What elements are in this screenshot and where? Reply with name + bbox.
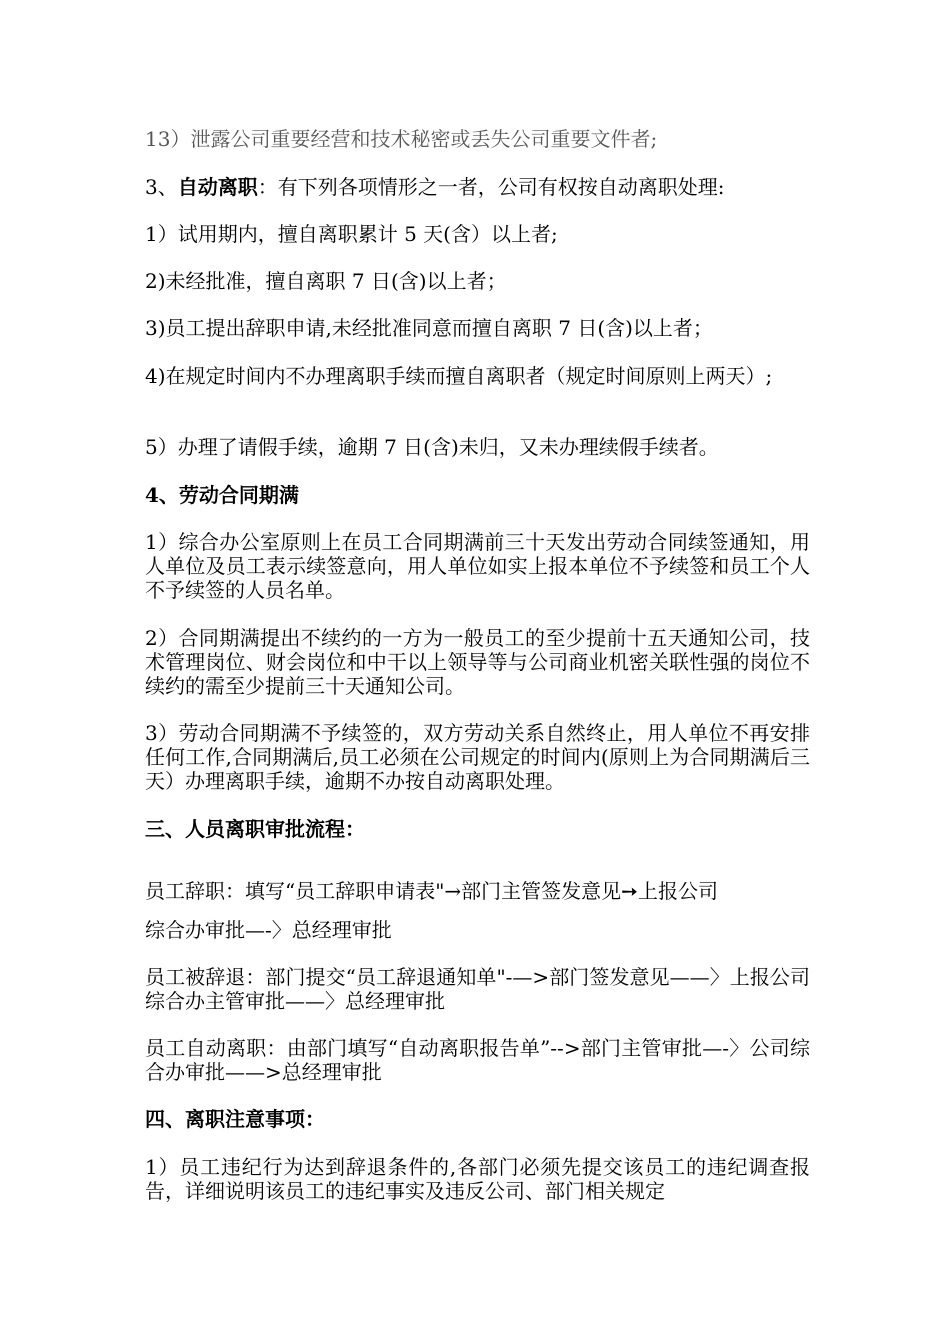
paragraph-auto-5: 5）办理了请假手续，逾期 7 日(含)未归，又未办理续假手续者。 bbox=[145, 435, 719, 459]
paragraph-dismiss-flow: 员工被辞退：部门提交“员工辞退通知单"-—>部门签发意见——〉上报公司综合办主管审批——〉总经理审批 bbox=[145, 965, 810, 1013]
paragraph-resign-flow-line1: 员工辞职：填写“员工辞职申请表"→部门主管签发意见➙上报公司 bbox=[145, 879, 718, 903]
paragraph-auto-resign-heading bbox=[145, 175, 810, 199]
paragraph-auto-resign-flow: 员工自动离职：由部门填写“自动离职报告单”-->部门主管审批—-〉公司综合办审批——>总经理审批 bbox=[145, 1036, 810, 1084]
paragraph-resign-flow-line2: 综合办审批—-〉总经理审批 bbox=[145, 918, 392, 942]
paragraph-contract-1: 1）综合办公室原则上在员工合同期满前三十天发出劳动合同续签通知，用人单位及员工表示续签意向，用人单位如实上报本单位不予续签和员工个人不予续签的人员名单。 bbox=[145, 530, 810, 602]
section-heading-notes: 四、离职注意事项： bbox=[145, 1107, 325, 1131]
paragraph-contract-3: 3）劳动合同期满不予续签的，双方劳动关系自然终止，用人单位不再安排任何工作,合同期满后,员工必须在公司规定的时间内(原则上为合同期满后三天）办理离职手续，逾期不办按自动离职处理。 bbox=[145, 721, 810, 793]
paragraph-auto-2: 2)未经批准，擅自离职 7 日(含)以上者； bbox=[145, 269, 507, 293]
paragraph-auto-4: 4)在规定时间内不办理离职手续而擅自离职者（规定时间原则上两天）; bbox=[145, 364, 773, 388]
section-heading-approval-process: 三、人员离职审批流程： bbox=[145, 817, 365, 841]
paragraph-item-13: 13）泄露公司重要经营和技术秘密或丢失公司重要文件者; bbox=[145, 127, 658, 151]
paragraph-auto-3: 3)员工提出辞职申请,未经批准同意而擅自离职 7 日(含)以上者； bbox=[145, 316, 713, 340]
auto-resign-number: 3、 bbox=[145, 175, 178, 199]
paragraph-auto-1: 1）试用期内，擅自离职累计 5 天(含）以上者; bbox=[145, 222, 558, 246]
paragraph-notes-1: 1）员工违纪行为达到辞退条件的,各部门必须先提交该员工的违纪调查报告，详细说明该员工的违纪事实及违反公司、部门相关规定 bbox=[145, 1155, 810, 1203]
auto-resign-bold: 自动离职 bbox=[177, 175, 258, 199]
paragraph-contract-2: 2）合同期满提出不续约的一方为一般员工的至少提前十五天通知公司，技术管理岗位、财会岗位和中干以上领导等与公司商业机密关联性强的岗位不续约的需至少提前三十天通知公司。 bbox=[145, 626, 810, 698]
auto-resign-rest: ：有下列各项情形之一者，公司有权按自动离职处理: bbox=[257, 175, 725, 199]
section-heading-contract-expiry: 4、劳动合同期满 bbox=[145, 483, 299, 507]
